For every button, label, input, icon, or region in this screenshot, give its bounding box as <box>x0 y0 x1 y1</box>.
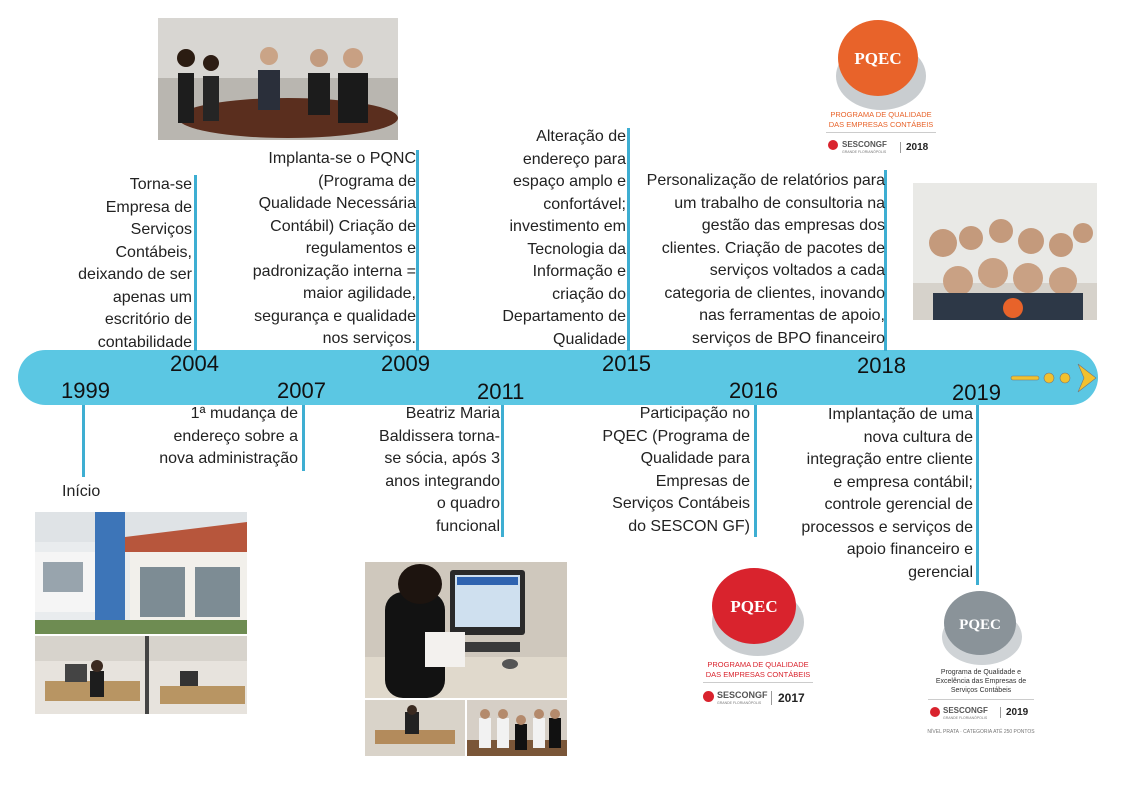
office-interior-photo <box>35 636 247 714</box>
workstation-photo <box>365 562 567 698</box>
sescon-brand: SESCONGF <box>717 690 768 700</box>
sescon-sub: GRANDE FLORIANÓPOLIS <box>717 701 762 705</box>
logo-divider <box>928 699 1034 700</box>
year-1999: 1999 <box>61 378 110 403</box>
event-2009-text: Implanta-se o PQNC (Programa de Qualidade Necessária Contábil) Criação de regulamentos e padronização interna = maior agilidade, segurança e qualidade nos serviços. <box>252 150 416 347</box>
logo-caption-line1: PROGRAMA DE QUALIDADE <box>707 660 809 669</box>
logo-caption-line2: DAS EMPRESAS CONTÁBEIS <box>828 120 934 129</box>
sescon-brand: SESCONGF <box>842 140 887 149</box>
sescon-icon <box>828 140 838 150</box>
pqec-text: PQEC <box>730 597 778 616</box>
connector-2011 <box>501 405 504 537</box>
event-2004-text: Torna-se Empresa de Serviços Contábeis, deixando de ser apenas um escritório de contabilidade <box>78 176 192 351</box>
event-2019-text: Implantação de uma nova cultura de integração entre cliente e empresa contábil; controle gerencial de processos e serviços de apoio financeiro e gerencial <box>801 406 973 581</box>
pqec-logo-2017 <box>697 566 819 712</box>
year-2011: 2011 <box>477 379 525 404</box>
year-2007: 2007 <box>277 378 326 403</box>
pqec-emblem-2019 <box>922 589 1040 669</box>
logo-caption-line1: Programa de Qualidade e <box>940 669 1022 676</box>
logo-year: 2018 <box>900 142 928 153</box>
connector-2004 <box>194 175 197 351</box>
office-team-photo-b <box>467 700 567 756</box>
pqec-logo-2018 <box>820 16 942 160</box>
connector-2009 <box>416 150 419 351</box>
pqec-emblem-2018 <box>820 16 942 116</box>
logo-caption-line3: Serviços Contábeis <box>950 687 1012 694</box>
year-2004: 2004 <box>170 351 219 376</box>
team-selfie-photo <box>913 183 1097 320</box>
sescon-sub: GRANDE FLORIANÓPOLIS <box>943 716 988 720</box>
sescon-icon <box>930 707 940 717</box>
year-2018: 2018 <box>857 353 906 378</box>
arrow-icon <box>1008 361 1103 395</box>
sescon-brand: SESCONGF <box>943 706 988 715</box>
connector-1999 <box>82 405 85 477</box>
event-2018-text: Personalização de relatórios para um trabalho de consultoria na gestão das empresas dos clientes. Criação de pacotes de serviços voltados a cada categoria de clientes, inovando nas ferramentas de apoio, serviços de BPO financeiro <box>646 172 885 347</box>
logo-divider <box>826 132 936 133</box>
logo-year: 2019 <box>1000 707 1028 718</box>
sescon-sub: GRANDE FLORIANÓPOLIS <box>842 150 887 154</box>
year-2015: 2015 <box>602 351 651 376</box>
connector-2007 <box>302 405 305 471</box>
pqec-text: PQEC <box>959 617 1001 633</box>
year-2009: 2009 <box>381 351 430 376</box>
logo-footer: NÍVEL PRATA · CATEGORIA ATÉ 250 PONTOS <box>927 729 1035 735</box>
logo-caption-line1: PROGRAMA DE QUALIDADE <box>830 110 932 119</box>
event-2007-text: 1ª mudança de endereço sobre a nova administração <box>159 405 298 467</box>
connector-2015 <box>627 128 630 351</box>
pqec-emblem-2017 <box>697 566 819 660</box>
year-2016: 2016 <box>729 378 778 403</box>
connector-2019 <box>976 405 979 585</box>
event-1999-text: Início <box>62 483 101 500</box>
pqec-logo-2019 <box>922 589 1040 741</box>
event-2011-text: Beatriz Maria Baldissera torna-se sócia, após 3 anos integrando o quadro funcional <box>379 405 500 535</box>
event-2016-text: Participação no PQEC (Programa de Qualidade para Empresas de Serviços Contábeis do SESCON GF) <box>602 405 750 535</box>
year-2019: 2019 <box>952 380 1001 405</box>
logo-divider <box>703 682 813 683</box>
sescon-icon <box>703 691 714 702</box>
office-team-photo-a <box>365 700 465 756</box>
office-building-photo <box>35 512 247 634</box>
event-2015-text: Alteração de endereço para espaço amplo e confortável; investimento em Tecnologia da Informação e criação do Departamento de Qualidade <box>502 128 626 348</box>
meeting-photo <box>158 18 398 140</box>
logo-caption-line2: DAS EMPRESAS CONTÁBEIS <box>705 670 811 679</box>
logo-caption-line2: Excelência das Empresas de <box>935 678 1027 685</box>
pqec-text: PQEC <box>854 49 902 68</box>
connector-2016 <box>754 405 757 537</box>
logo-year: 2017 <box>771 691 805 705</box>
